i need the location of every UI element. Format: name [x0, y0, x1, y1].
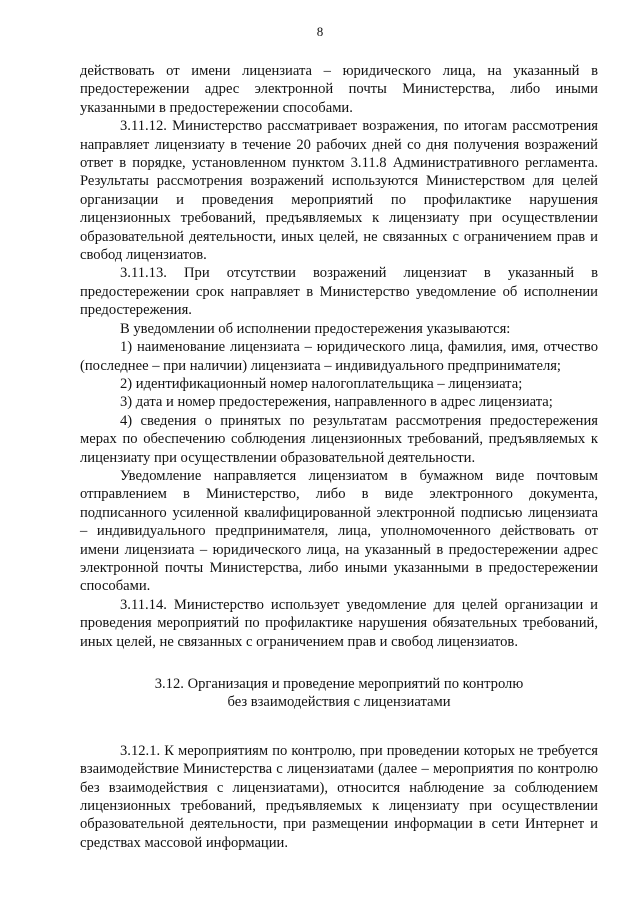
page-number: 8: [316, 24, 324, 39]
paragraph-continuation: действовать от имени лицензиата – юридического лица, на указанный в предостережении адрес электронной почты Министерства, либо иными указанными в предостережении способами.: [80, 63, 598, 116]
paragraph-3-12-1: 3.12.1. К мероприятиям по контролю, при проведении которых не требуется взаимодействие Министерства с лицензиатами (далее – мероприятия по контролю без взаимодействия с лицензиатами), относится наблюдение за соблюдением лицензионных требований, предъявляемых к лицензиату при осуществлении образовательной деятельности, при размещении информации в сети Интернет и средствах массовой информации.: [80, 742, 598, 851]
paragraph-notice-sent: Уведомление направляется лицензиатом в бумажном виде почтовым отправлением в Министерство, либо в виде электронного документа, подписанного усиленной квалифицированной электронной подписью лицензиата – индивидуального предпринимателя, лица, уполномоченного действовать от имени лицензиата – юридического лица, на указанный в предостережении адрес электронной почты Министерства, либо иными указанными в предостережении способами.: [80, 467, 598, 595]
paragraph-3-11-13: 3.11.13. При отсутствии возражений лицензиат в указанный в предостережении срок направляет в Министерство уведомление об исполнении предостережения.: [80, 265, 598, 319]
document-body: [80, 62, 598, 852]
paragraph-3-11-14: 3.11.14. Министерство использует уведомление для целей организации и проведения мероприятий по профилактике нарушения обязательных требований, иных целей, не связанных с ограничением прав и свобод лицензиатов.: [80, 596, 598, 650]
paragraph-3-11-12: 3.11.12. Министерство рассматривает возражения, по итогам рассмотрения направляет лицензиату в течение 20 рабочих дней со дня получения возражений ответ в порядке, установленном пунктом 3.11.8 Административного регламента. Результаты рассмотрения возражений используются Министерством для целей организации и проведения мероприятий по профилактике нарушения лицензионных требований, предъявляемых к лицензиату при осуществлении образовательной деятельности, иных целей, не связанных с ограничением прав и свобод лицензиатов.: [80, 118, 598, 264]
section-heading-line-2: без взаимодействия с лицензиатами: [227, 694, 451, 711]
paragraph-notice-intro: В уведомлении об исполнении предостережения указываются:: [120, 320, 511, 337]
list-item: 1) наименование лицензиата – юридического лица, фамилия, имя, отчество (последнее – при наличии) лицензиата – индивидуального предпринимателя;: [80, 339, 598, 374]
list-item: 3) дата и номер предостережения, направленного в адрес лицензиата;: [120, 394, 553, 411]
list-item: 4) сведения о принятых по результатам рассмотрения предостережения мерах по обеспечению соблюдения лицензионных требований, предъявляемых к лицензиату при осуществлении образовательной деятельности.: [80, 412, 598, 466]
section-heading-line-1: 3.12. Организация и проведение мероприятий по контролю: [154, 676, 524, 692]
section-heading: [80, 675, 598, 712]
list-item: 2) идентификационный номер налогоплательщика – лицензиата;: [120, 375, 523, 392]
